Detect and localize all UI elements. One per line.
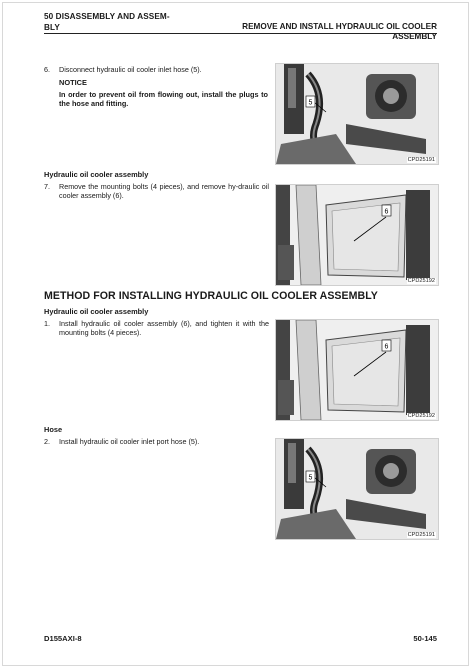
figure-hose-removal bbox=[275, 63, 439, 165]
figure-cooler-install bbox=[275, 319, 439, 421]
callout-label: 5 bbox=[308, 474, 313, 482]
subheading-cooler-assembly-install: Hydraulic oil cooler assembly bbox=[44, 307, 149, 316]
notice-text: In order to prevent oil from flowing out, install the plugs to the hose and fitting. bbox=[59, 90, 268, 109]
install-section-title: METHOD FOR INSTALLING HYDRAULIC OIL COOLER ASSEMBLY bbox=[44, 290, 378, 302]
step-text: Disconnect hydraulic oil cooler inlet hose (5). bbox=[59, 65, 202, 74]
cooler-illustration bbox=[276, 185, 438, 285]
hose-illustration bbox=[276, 439, 438, 539]
chapter-heading: 50 DISASSEMBLY AND ASSEM- BLY bbox=[44, 12, 170, 32]
step-number: 6. bbox=[44, 65, 50, 74]
step-text: Install hydraulic oil cooler inlet port hose (5). bbox=[59, 437, 200, 446]
callout-label: 6 bbox=[384, 208, 389, 216]
step-text: Remove the mounting bolts (4 pieces), and remove hy-draulic oil cooler assembly (6). bbox=[59, 182, 269, 201]
page-section-title: REMOVE AND INSTALL HYDRAULIC OIL COOLER ASSEMBLY bbox=[242, 22, 437, 41]
subheading-cooler-assembly: Hydraulic oil cooler assembly bbox=[44, 170, 149, 179]
callout-label: 6 bbox=[384, 343, 389, 351]
header-rule bbox=[44, 33, 437, 34]
figure-cooler-removal bbox=[275, 184, 439, 286]
figure-hose-install bbox=[275, 438, 439, 540]
figure-code: CPD25192 bbox=[407, 278, 435, 284]
figure-code: CPD25191 bbox=[407, 157, 435, 163]
footer-page-number: 50-145 bbox=[413, 634, 437, 643]
step-number: 1. bbox=[44, 319, 50, 328]
footer-model: D155AXI-8 bbox=[44, 634, 82, 643]
callout-label: 5 bbox=[308, 99, 313, 107]
step-text: Install hydraulic oil cooler assembly (6), and tighten it with the mounting bolts (4 pieces). bbox=[59, 319, 269, 338]
notice-title: NOTICE bbox=[59, 78, 87, 87]
step-number: 7. bbox=[44, 182, 50, 191]
hose-illustration bbox=[276, 64, 438, 164]
cooler-illustration bbox=[276, 320, 438, 420]
figure-code: CPD25191 bbox=[407, 532, 435, 538]
figure-code: CPD25192 bbox=[407, 413, 435, 419]
subheading-hose: Hose bbox=[44, 425, 63, 434]
step-number: 2. bbox=[44, 437, 50, 446]
